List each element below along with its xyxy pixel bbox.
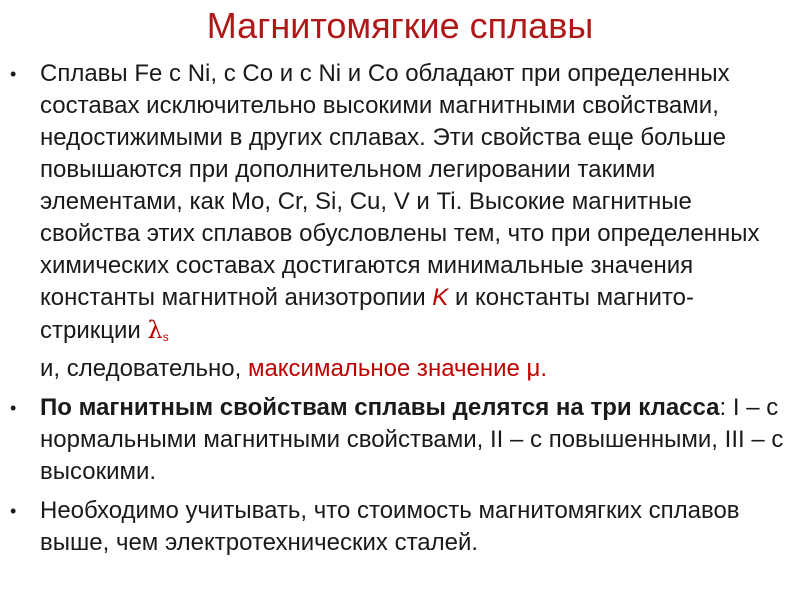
anisotropy-constant-symbol: K (432, 284, 449, 311)
bullet-marker-icon: • (10, 64, 17, 84)
classes-heading: По магнитным свойствам сплавы делятся на три класса (40, 394, 720, 421)
magnetostriction-subscript: s (162, 330, 169, 344)
bullet-text: : I – с нормальными магнитными свойствами, II – с повышенными, III – с высокими. (40, 394, 784, 485)
bullet-marker-icon: • (10, 501, 17, 521)
bullet-item-alloys-properties (0, 58, 800, 385)
bullet-list (0, 58, 800, 566)
bullet-text: Необходимо учитывать, что стоимость магнитомягких сплавов выше, чем электротехнических сталей. (40, 497, 740, 556)
bullet-text: и, следовательно, (40, 355, 248, 382)
max-permeability-highlight: максимальное значение μ. (247, 355, 548, 382)
bullet-marker-icon: • (10, 398, 17, 418)
bullet-text: и константы магнито-стрикции (40, 284, 694, 344)
bullet-text: Сплавы Fe с Ni, с Co и с Ni и Co обладают при определенных составах исключительно высокими магнитными свойствами, недостижимыми в других сплавах. Эти свойства еще больше повышаются при дополнительном легировании такими элементами, как Mo, Cr, Si, Cu, V и Ti. Высокие магнитные свойства этих сплавов обусловлены тем, что при определенных химических составах достигаются минимальные значения константы магнитной анизотропии (40, 60, 760, 311)
bullet-item-classes (0, 392, 800, 488)
magnetostriction-symbol: λ (147, 316, 163, 344)
slide-title: Магнитомягкие сплавы (206, 5, 594, 46)
bullet-item-cost (0, 495, 800, 559)
